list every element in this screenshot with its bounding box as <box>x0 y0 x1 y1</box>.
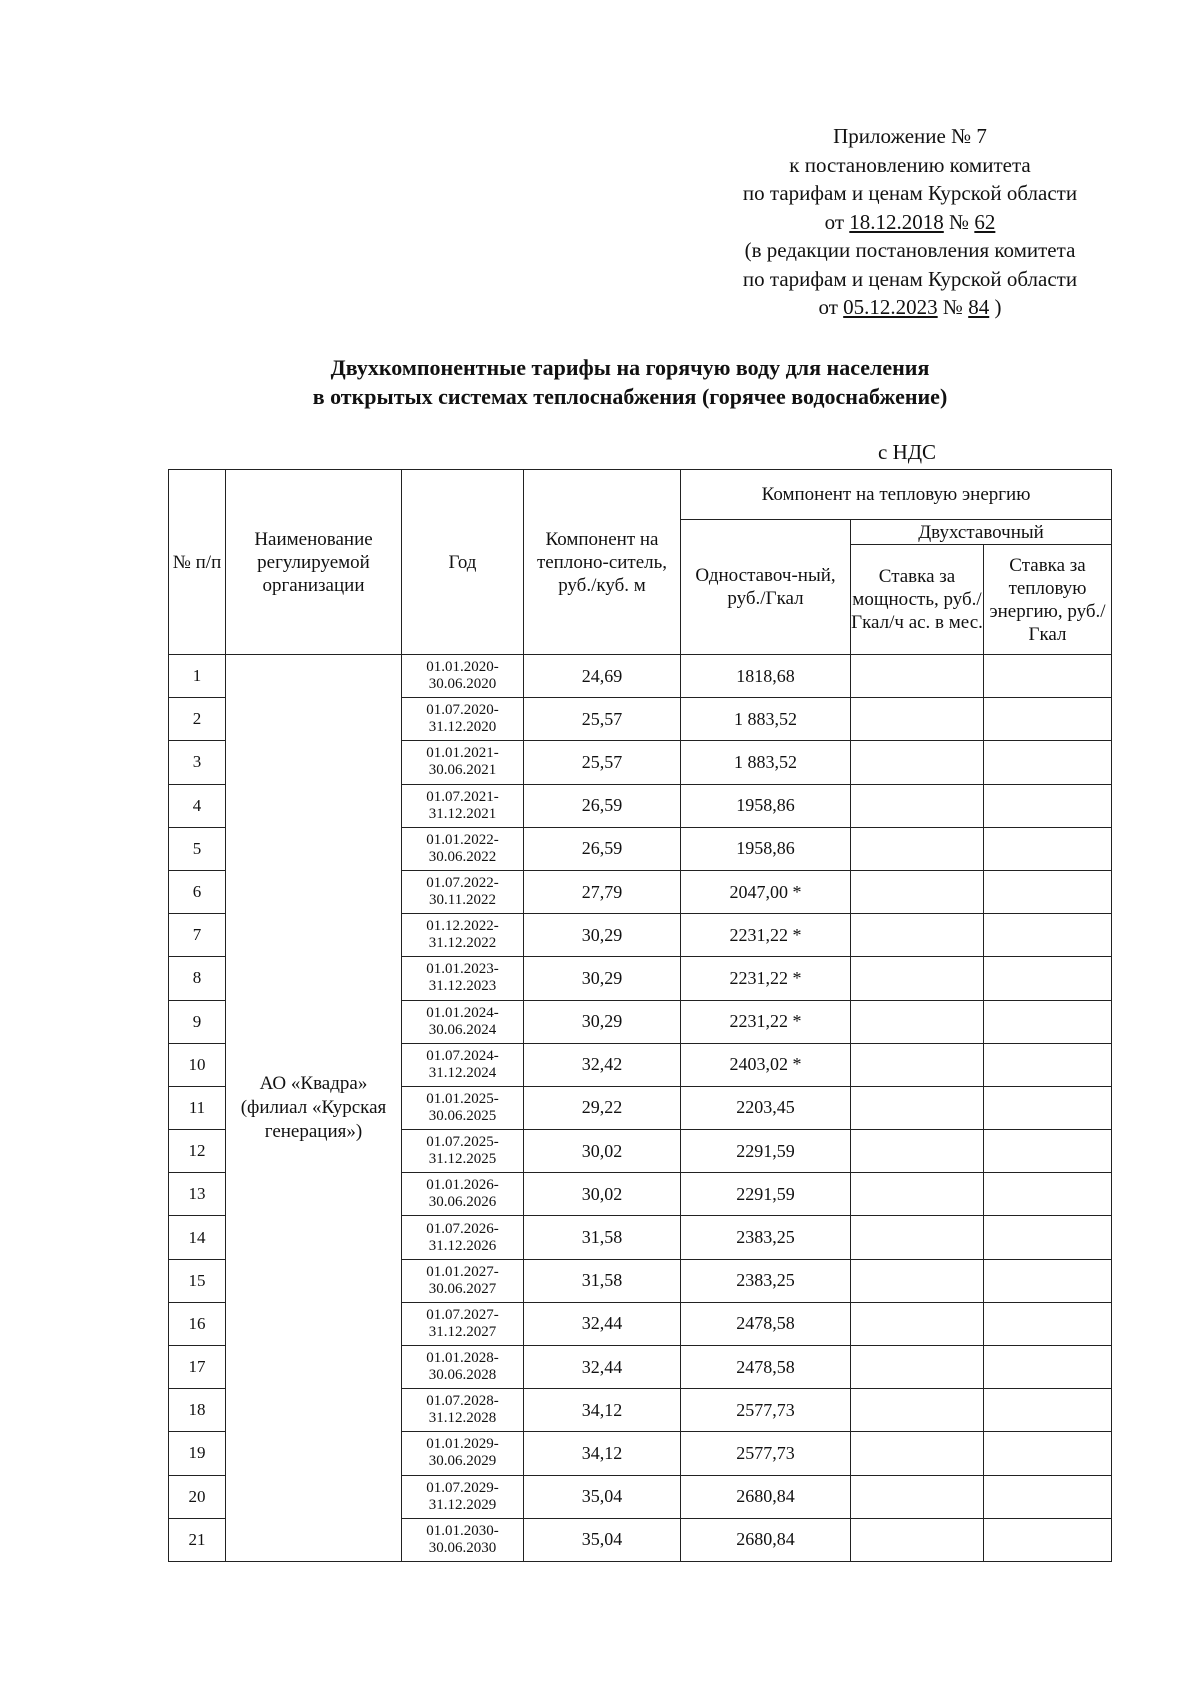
row-energy-rate-value <box>984 1346 1112 1389</box>
header-close-paren: ) <box>994 295 1002 319</box>
row-number: 13 <box>169 1173 226 1216</box>
row-energy-rate-value <box>984 698 1112 741</box>
row-single-rate-value: 1818,68 <box>681 655 851 698</box>
row-carrier-value: 25,57 <box>524 698 681 741</box>
header-line-2: к постановлению комитета <box>789 152 1031 177</box>
row-single-rate-value: 2383,25 <box>681 1259 851 1302</box>
row-energy-rate-value <box>984 827 1112 870</box>
row-number: 3 <box>169 741 226 784</box>
vat-label: с НДС <box>878 440 937 464</box>
row-number: 20 <box>169 1475 226 1518</box>
row-energy-rate-value <box>984 1043 1112 1086</box>
header-line-6: по тарифам и ценам Курской области <box>742 266 1078 291</box>
header-num1: 62 <box>974 209 996 234</box>
header-energy-rate: Ставка за тепловую энергию, руб./Гкал <box>984 545 1112 655</box>
row-period: 01.01.2020-30.06.2020 <box>402 655 524 698</box>
row-single-rate-value: 2577,73 <box>681 1389 851 1432</box>
row-carrier-value: 32,42 <box>524 1043 681 1086</box>
header-line-7 <box>680 293 1140 322</box>
row-number: 15 <box>169 1259 226 1302</box>
row-period: 01.01.2023-31.12.2023 <box>402 957 524 1000</box>
row-single-rate-value: 2478,58 <box>681 1302 851 1345</box>
row-number: 2 <box>169 698 226 741</box>
row-energy-rate-value <box>984 957 1112 1000</box>
row-number: 11 <box>169 1086 226 1129</box>
row-period: 01.01.2025-30.06.2025 <box>402 1086 524 1129</box>
header-date2: 05.12.2023 <box>843 295 938 319</box>
row-single-rate-value: 2383,25 <box>681 1216 851 1259</box>
row-energy-rate-value <box>984 1475 1112 1518</box>
header-heat-component: Компонент на тепловую энергию <box>681 470 1112 520</box>
row-carrier-value: 35,04 <box>524 1518 681 1561</box>
row-carrier-value: 30,29 <box>524 914 681 957</box>
row-period: 01.07.2026-31.12.2026 <box>402 1216 524 1259</box>
row-single-rate-value: 2231,22 * <box>681 957 851 1000</box>
row-capacity-rate-value <box>851 1130 984 1173</box>
header-date2-prefix: от <box>818 295 838 319</box>
row-carrier-value: 30,29 <box>524 957 681 1000</box>
header-single-rate: Одноставоч-ный, руб./Гкал <box>681 520 851 655</box>
header-year: Год <box>402 470 524 655</box>
row-carrier-value: 27,79 <box>524 870 681 913</box>
row-number: 18 <box>169 1389 226 1432</box>
row-energy-rate-value <box>984 1216 1112 1259</box>
row-capacity-rate-value <box>851 1000 984 1043</box>
row-capacity-rate-value <box>851 1302 984 1345</box>
header-two-rate: Двухставочный <box>851 520 1112 545</box>
row-energy-rate-value <box>984 1000 1112 1043</box>
row-carrier-value: 34,12 <box>524 1389 681 1432</box>
row-single-rate-value: 2231,22 * <box>681 914 851 957</box>
tariff-table <box>168 469 1112 1562</box>
row-carrier-value: 26,59 <box>524 827 681 870</box>
row-single-rate-value: 2291,59 <box>681 1130 851 1173</box>
row-carrier-value: 24,69 <box>524 655 681 698</box>
row-number: 17 <box>169 1346 226 1389</box>
header-num-sign: № <box>949 209 970 234</box>
row-single-rate-value: 2403,02 * <box>681 1043 851 1086</box>
row-energy-rate-value <box>984 784 1112 827</box>
row-period: 01.07.2020-31.12.2020 <box>402 698 524 741</box>
header-num-sign-2: № <box>942 295 963 319</box>
header-line-4 <box>680 208 1140 237</box>
document-header <box>680 122 1140 322</box>
row-number: 9 <box>169 1000 226 1043</box>
row-carrier-value: 35,04 <box>524 1475 681 1518</box>
row-period: 01.01.2022-30.06.2022 <box>402 827 524 870</box>
row-capacity-rate-value <box>851 914 984 957</box>
row-single-rate-value: 2047,00 * <box>681 870 851 913</box>
row-number: 16 <box>169 1302 226 1345</box>
header-date1: 18.12.2018 <box>849 209 944 234</box>
row-carrier-value: 34,12 <box>524 1432 681 1475</box>
row-capacity-rate-value <box>851 1043 984 1086</box>
row-capacity-rate-value <box>851 784 984 827</box>
row-capacity-rate-value <box>851 698 984 741</box>
row-period: 01.01.2026-30.06.2026 <box>402 1173 524 1216</box>
row-single-rate-value: 1 883,52 <box>681 741 851 784</box>
header-line-1: Приложение № 7 <box>833 124 987 148</box>
title-line-2: в открытых системах теплоснабжения (горячее водоснабжение) <box>312 384 948 409</box>
row-carrier-value: 30,29 <box>524 1000 681 1043</box>
row-period: 01.07.2021-31.12.2021 <box>402 784 524 827</box>
row-period: 01.07.2024-31.12.2024 <box>402 1043 524 1086</box>
row-energy-rate-value <box>984 1518 1112 1561</box>
row-capacity-rate-value <box>851 655 984 698</box>
row-single-rate-value: 2291,59 <box>681 1173 851 1216</box>
row-period: 01.07.2029-31.12.2029 <box>402 1475 524 1518</box>
table-row <box>169 655 1112 698</box>
row-carrier-value: 25,57 <box>524 741 681 784</box>
row-carrier-value: 31,58 <box>524 1216 681 1259</box>
row-period: 01.01.2024-30.06.2024 <box>402 1000 524 1043</box>
row-energy-rate-value <box>984 1302 1112 1345</box>
row-single-rate-value: 2680,84 <box>681 1518 851 1561</box>
row-carrier-value: 30,02 <box>524 1173 681 1216</box>
row-energy-rate-value <box>984 1173 1112 1216</box>
row-carrier-value: 30,02 <box>524 1130 681 1173</box>
row-energy-rate-value <box>984 741 1112 784</box>
row-single-rate-value: 1958,86 <box>681 827 851 870</box>
row-capacity-rate-value <box>851 827 984 870</box>
row-capacity-rate-value <box>851 741 984 784</box>
header-organization: Наименование регулируемой организации <box>226 470 402 655</box>
row-single-rate-value: 2231,22 * <box>681 1000 851 1043</box>
row-carrier-value: 29,22 <box>524 1086 681 1129</box>
table-body <box>169 655 1112 1562</box>
row-period: 01.01.2021-30.06.2021 <box>402 741 524 784</box>
row-energy-rate-value <box>984 1259 1112 1302</box>
organization-name: АО «Квадра» (филиал «Курская генерация») <box>226 655 402 1562</box>
row-capacity-rate-value <box>851 870 984 913</box>
row-energy-rate-value <box>984 655 1112 698</box>
row-period: 01.07.2028-31.12.2028 <box>402 1389 524 1432</box>
row-number: 4 <box>169 784 226 827</box>
row-number: 10 <box>169 1043 226 1086</box>
row-capacity-rate-value <box>851 1432 984 1475</box>
header-num: № п/п <box>169 470 226 655</box>
row-energy-rate-value <box>984 1130 1112 1173</box>
row-single-rate-value: 2680,84 <box>681 1475 851 1518</box>
row-period: 01.12.2022-31.12.2022 <box>402 914 524 957</box>
row-capacity-rate-value <box>851 1216 984 1259</box>
row-capacity-rate-value <box>851 1346 984 1389</box>
row-capacity-rate-value <box>851 1518 984 1561</box>
row-energy-rate-value <box>984 1389 1112 1432</box>
row-capacity-rate-value <box>851 957 984 1000</box>
row-capacity-rate-value <box>851 1173 984 1216</box>
row-period: 01.07.2025-31.12.2025 <box>402 1130 524 1173</box>
row-carrier-value: 31,58 <box>524 1259 681 1302</box>
header-num2: 84 <box>968 295 990 319</box>
header-carrier: Компонент на теплоно-ситель, руб./куб. м <box>524 470 681 655</box>
row-energy-rate-value <box>984 914 1112 957</box>
row-capacity-rate-value <box>851 1389 984 1432</box>
row-capacity-rate-value <box>851 1259 984 1302</box>
row-number: 8 <box>169 957 226 1000</box>
row-single-rate-value: 2478,58 <box>681 1346 851 1389</box>
row-period: 01.01.2029-30.06.2029 <box>402 1432 524 1475</box>
row-capacity-rate-value <box>851 1475 984 1518</box>
row-single-rate-value: 2577,73 <box>681 1432 851 1475</box>
header-date1-prefix: от <box>824 209 845 234</box>
row-number: 14 <box>169 1216 226 1259</box>
row-single-rate-value: 2203,45 <box>681 1086 851 1129</box>
title-line-1: Двухкомпонентные тарифы на горячую воду для населения <box>330 355 930 380</box>
row-single-rate-value: 1 883,52 <box>681 698 851 741</box>
row-energy-rate-value <box>984 870 1112 913</box>
row-period: 01.07.2027-31.12.2027 <box>402 1302 524 1345</box>
row-period: 01.07.2022-30.11.2022 <box>402 870 524 913</box>
row-energy-rate-value <box>984 1432 1112 1475</box>
row-capacity-rate-value <box>851 1086 984 1129</box>
document-title <box>130 353 1130 411</box>
row-number: 21 <box>169 1518 226 1561</box>
row-number: 6 <box>169 870 226 913</box>
row-period: 01.01.2027-30.06.2027 <box>402 1259 524 1302</box>
row-number: 7 <box>169 914 226 957</box>
row-number: 19 <box>169 1432 226 1475</box>
row-number: 12 <box>169 1130 226 1173</box>
row-single-rate-value: 1958,86 <box>681 784 851 827</box>
header-line-3: по тарифам и ценам Курской области <box>742 181 1078 205</box>
row-carrier-value: 32,44 <box>524 1346 681 1389</box>
header-capacity-rate: Ставка за мощность, руб./Гкал/ч ас. в мес. <box>851 545 984 655</box>
row-period: 01.01.2028-30.06.2028 <box>402 1346 524 1389</box>
header-line-5: (в редакции постановления комитета <box>744 238 1076 262</box>
row-number: 1 <box>169 655 226 698</box>
row-carrier-value: 26,59 <box>524 784 681 827</box>
row-number: 5 <box>169 827 226 870</box>
row-carrier-value: 32,44 <box>524 1302 681 1345</box>
row-energy-rate-value <box>984 1086 1112 1129</box>
row-period: 01.01.2030-30.06.2030 <box>402 1518 524 1561</box>
